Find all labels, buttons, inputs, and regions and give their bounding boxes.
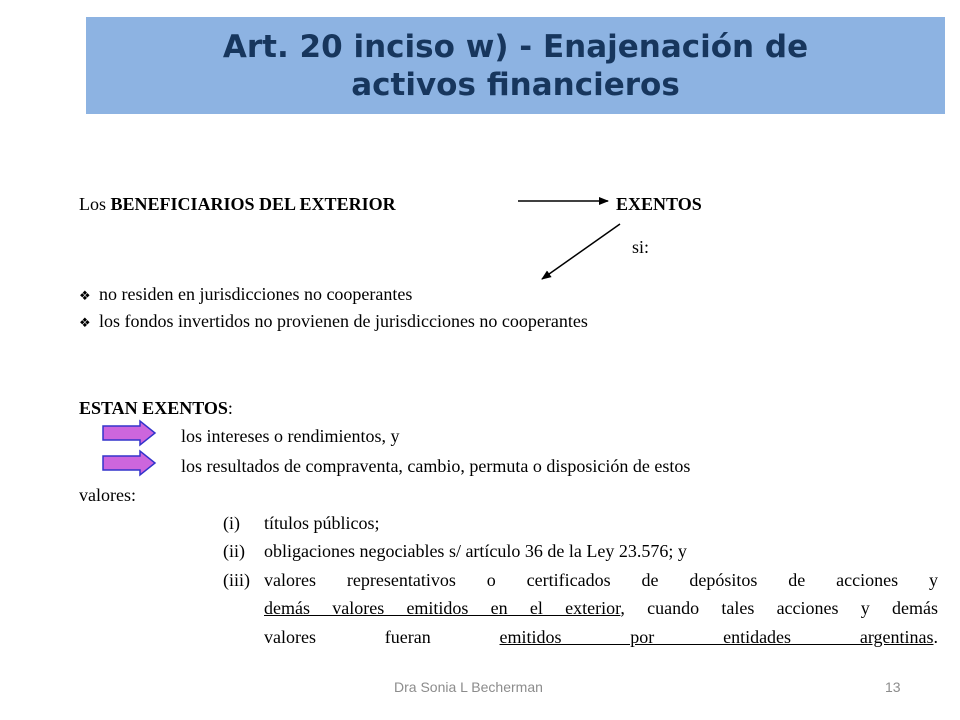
block-arrow-icon-1 — [103, 421, 155, 445]
valores-label: valores: — [79, 485, 136, 505]
list-text-iii-line-1: valores representativos o certificados de depósitos de acciones y — [264, 570, 938, 590]
page-number: 13 — [885, 679, 901, 695]
exempt-item-1: los intereses o rendimientos, y — [181, 426, 400, 446]
exentos-label: EXENTOS — [616, 194, 702, 214]
beneficiaries-bold: BENEFICIARIOS DEL EXTERIOR — [110, 194, 396, 214]
condition-item-1: ❖ no residen en jurisdicciones no cooperantes — [79, 283, 412, 308]
condition-item-2: ❖ los fondos invertidos no provienen de jurisdicciones no cooperantes — [79, 310, 588, 335]
diamond-bullet-icon: ❖ — [79, 289, 91, 304]
list-num-i: (i) — [223, 513, 240, 533]
block-arrow-icon-2 — [103, 451, 155, 475]
si-label: si: — [632, 237, 650, 257]
beneficiaries-prefix: Los — [79, 194, 111, 214]
title-line-2: activos financieros — [351, 66, 680, 103]
title-line-1: Art. 20 inciso w) - Enajenación de — [222, 28, 809, 65]
list-num-iii: (iii) — [223, 570, 250, 590]
diamond-bullet-icon: ❖ — [79, 316, 91, 331]
list-num-ii: (ii) — [223, 541, 245, 561]
list-text-iii-line-3: valores fueran emitidos por entidades argentinas. — [264, 627, 938, 647]
list-text-i: títulos públicos; — [264, 513, 380, 533]
list-text-iii-line-2: demás valores emitidos en el exterior, cuando tales acciones y demás — [264, 598, 938, 618]
arrow-diagonal-icon — [542, 224, 620, 279]
exempt-heading: ESTAN EXENTOS: — [79, 398, 233, 418]
footer-author: Dra Sonia L Becherman — [394, 679, 543, 695]
exempt-item-2: los resultados de compraventa, cambio, permuta o disposición de estos — [181, 456, 691, 476]
list-text-ii: obligaciones negociables s/ artículo 36 de la Ley 23.576; y — [264, 541, 687, 561]
